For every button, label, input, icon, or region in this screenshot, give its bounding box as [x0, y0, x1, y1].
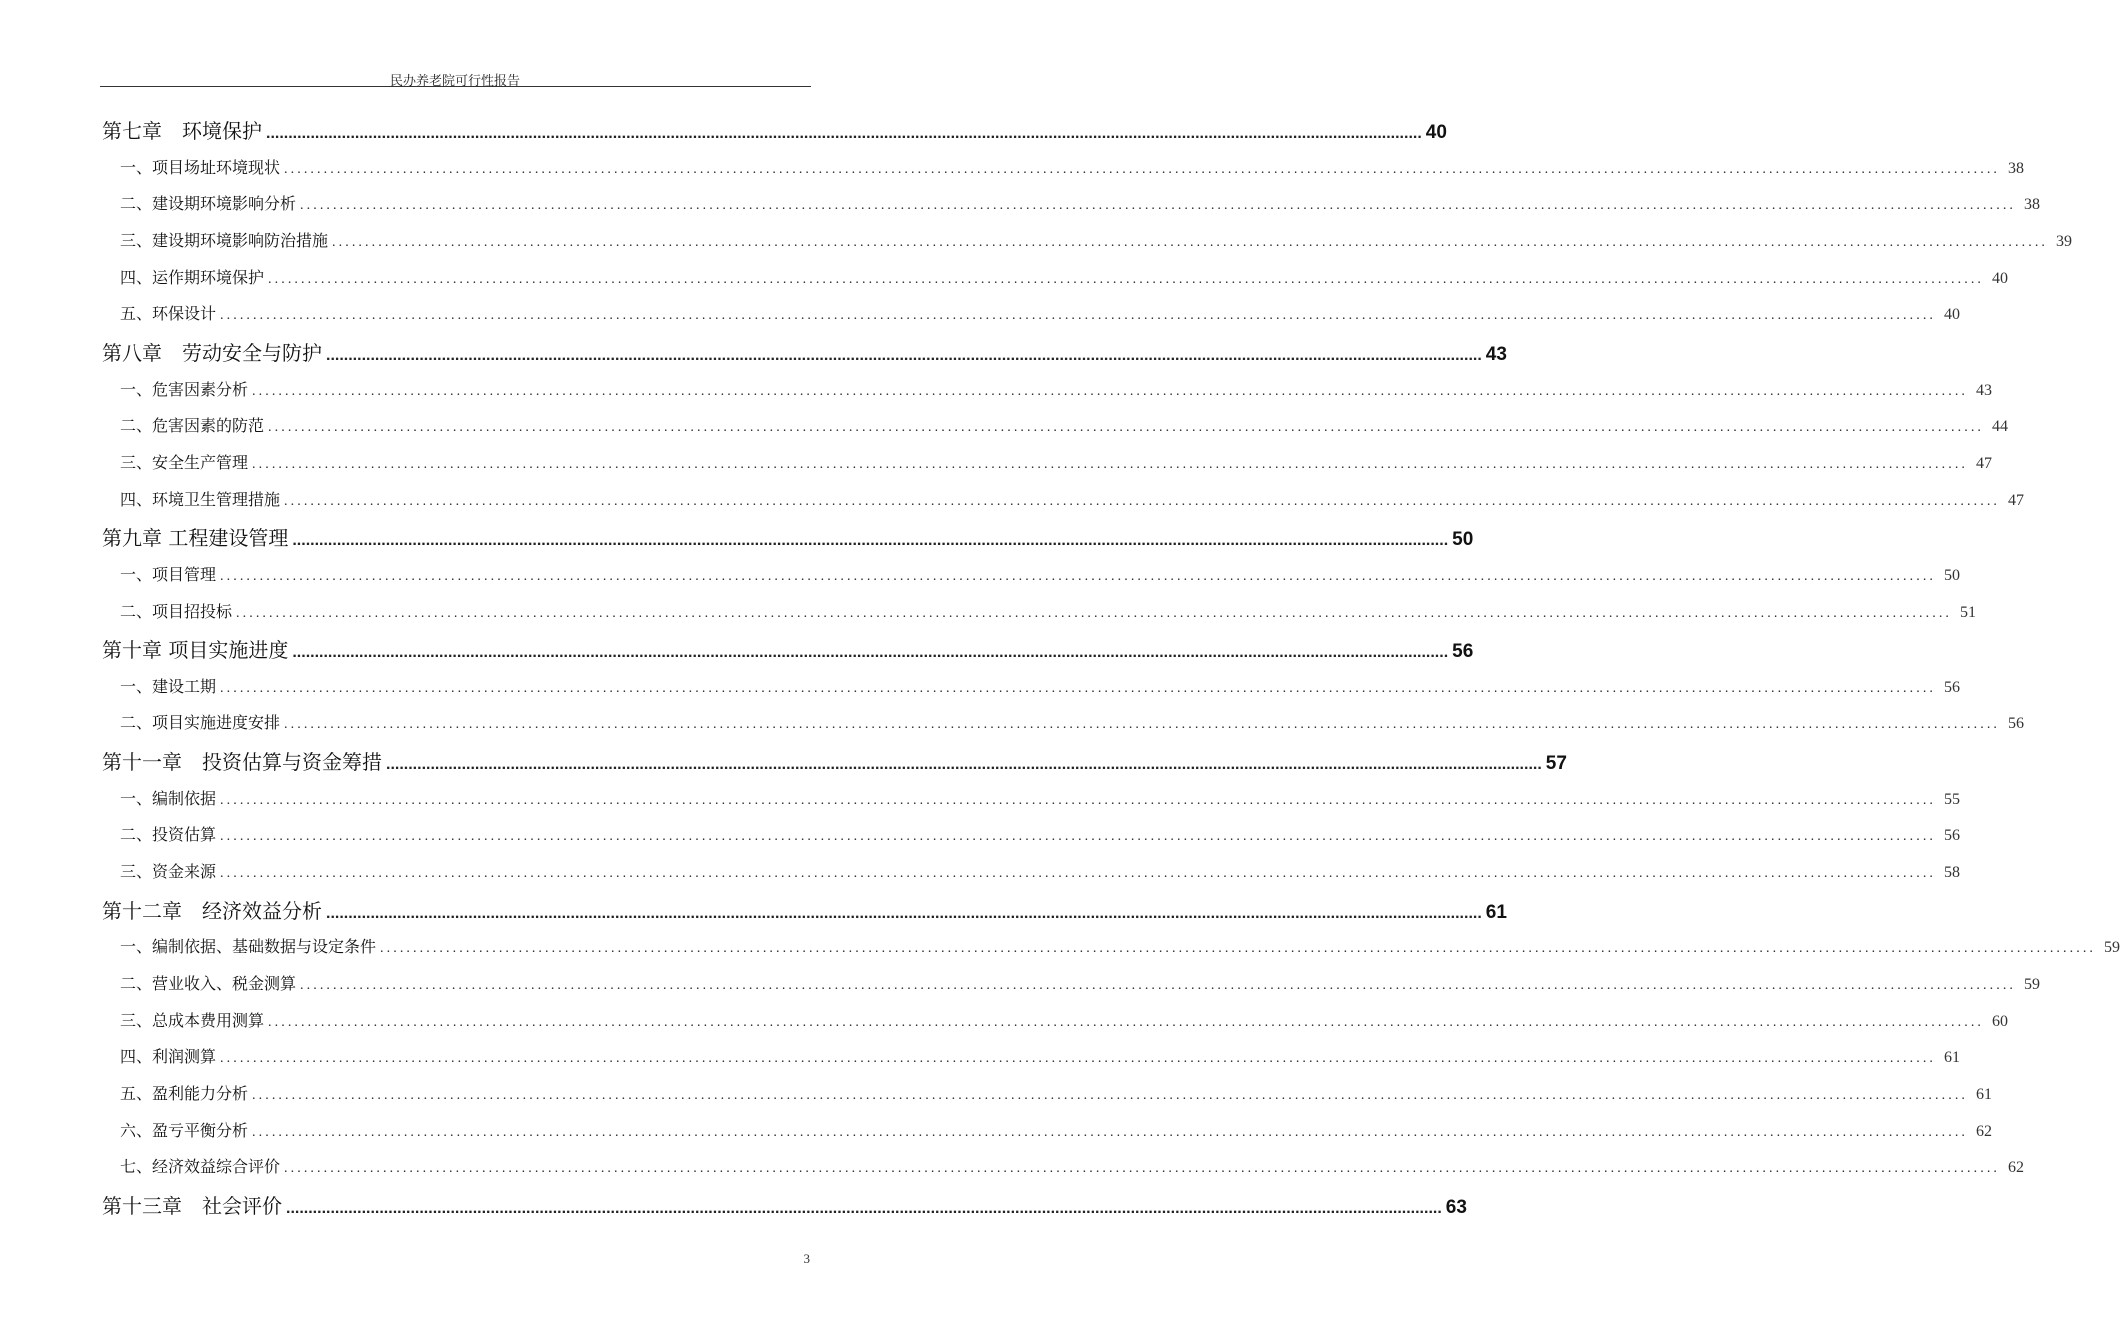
toc-section-entry[interactable]	[102, 297, 1961, 331]
toc-section-entry[interactable]	[102, 187, 2041, 221]
toc-entry-title: 三、总成本费用测算	[120, 1010, 265, 1030]
toc-entry-page-number: 56	[2008, 715, 2025, 733]
toc-entry-page-number: 56	[1944, 678, 1961, 696]
toc-section-entry[interactable]	[102, 1004, 2009, 1038]
toc-section-entry[interactable]	[102, 595, 1977, 629]
toc-entry-page-number: 59	[2104, 939, 2120, 957]
toc-section-entry[interactable]	[102, 409, 2009, 443]
toc-entry-page-number: 61	[1485, 901, 1507, 923]
toc-entry-page-number: 47	[1976, 454, 1993, 472]
toc-entry-title: 二、营业收入、税金测算	[120, 973, 297, 993]
toc-entry-page-number: 40	[1425, 122, 1447, 143]
toc-entry-title: 七、经济效益综合评价	[120, 1157, 281, 1177]
toc-entry-page-number: 47	[2008, 491, 2025, 509]
toc-section-entry[interactable]	[102, 483, 2025, 517]
toc-dot-leader: ....................................................................................................................................................................................................................................................................	[252, 1124, 1969, 1140]
toc-entry-title: 第十三章 社会评价	[102, 1194, 282, 1219]
toc-entry-title: 三、建设期环境影响防治措施	[120, 230, 329, 250]
toc-dot-leader: ....................................................................................................................................................................................................................................................................	[292, 532, 1449, 550]
toc-section-entry[interactable]	[102, 224, 2073, 258]
toc-dot-leader: ....................................................................................................................................................................................................................................................................	[300, 198, 2017, 214]
toc-entry-page-number: 61	[1976, 1086, 1993, 1103]
toc-section-entry[interactable]	[102, 782, 1961, 816]
toc-entry-title: 一、项目场址环境现状	[120, 157, 281, 177]
toc-dot-leader: ....................................................................................................................................................................................................................................................................	[266, 125, 1422, 142]
toc-dot-leader: ....................................................................................................................................................................................................................................................................	[268, 271, 1985, 287]
toc-entry-title: 一、编制依据、基础数据与设定条件	[120, 937, 377, 957]
toc-dot-leader: ....................................................................................................................................................................................................................................................................	[284, 161, 2001, 177]
toc-entry-page-number: 55	[1944, 790, 1961, 808]
toc-dot-leader: ....................................................................................................................................................................................................................................................................	[220, 866, 1937, 881]
toc-entry-title: 二、项目招投标	[120, 601, 233, 621]
toc-section-entry[interactable]	[102, 930, 2120, 964]
toc-entry-page-number: 39	[2056, 232, 2073, 250]
toc-entry-title: 五、环保设计	[120, 304, 217, 324]
toc-dot-leader: ....................................................................................................................................................................................................................................................................	[386, 756, 1542, 774]
toc-dot-leader: ....................................................................................................................................................................................................................................................................	[268, 420, 1985, 436]
toc-entry-title: 一、建设工期	[120, 676, 217, 696]
toc-section-entry[interactable]	[102, 1077, 1993, 1111]
toc-dot-leader: ....................................................................................................................................................................................................................................................................	[220, 792, 1937, 808]
toc-section-entry[interactable]	[102, 261, 2009, 295]
header-rule	[100, 86, 811, 87]
toc-dot-leader: ....................................................................................................................................................................................................................................................................	[326, 347, 1482, 364]
toc-entry-page-number: 56	[1452, 641, 1474, 663]
toc-dot-leader: ....................................................................................................................................................................................................................................................................	[284, 493, 2001, 509]
toc-dot-leader: ....................................................................................................................................................................................................................................................................	[380, 941, 2097, 957]
toc-entry-page-number: 59	[2024, 975, 2041, 993]
toc-chapter-entry[interactable]	[102, 112, 1447, 150]
toc-entry-title: 第八章 劳动安全与防护	[102, 341, 322, 365]
toc-entry-title: 第十二章 经济效益分析	[102, 898, 322, 923]
toc-entry-title: 一、编制依据	[120, 788, 217, 808]
toc-section-entry[interactable]	[102, 446, 1993, 480]
toc-entry-page-number: 56	[1944, 827, 1961, 845]
toc-entry-title: 第十章 项目实施进度	[102, 638, 289, 663]
toc-entry-page-number: 50	[1944, 566, 1961, 584]
toc-entry-title: 第七章 环境保护	[102, 119, 262, 143]
toc-entry-page-number: 43	[1976, 381, 1993, 399]
toc-entry-title: 四、利润测算	[120, 1047, 217, 1067]
toc-section-entry[interactable]	[102, 670, 1961, 704]
toc-entry-page-number: 43	[1485, 344, 1507, 365]
toc-dot-leader: ....................................................................................................................................................................................................................................................................	[300, 977, 2017, 993]
toc-section-entry[interactable]	[102, 373, 1993, 407]
toc-chapter-entry[interactable]	[102, 743, 1567, 781]
toc-entry-page-number: 51	[1960, 603, 1977, 621]
toc-entry-title: 四、运作期环境保护	[120, 267, 265, 287]
toc-chapter-entry[interactable]	[102, 334, 1507, 372]
toc-dot-leader: ....................................................................................................................................................................................................................................................................	[292, 644, 1449, 662]
toc-section-entry[interactable]	[102, 855, 1961, 889]
toc-entry-page-number: 50	[1452, 529, 1474, 551]
toc-entry-title: 一、项目管理	[120, 564, 217, 584]
toc-entry-page-number: 63	[1445, 1197, 1467, 1219]
toc-entry-title: 第十一章 投资估算与资金筹措	[102, 750, 382, 775]
toc-entry-title: 五、盈利能力分析	[120, 1084, 249, 1103]
toc-dot-leader: ....................................................................................................................................................................................................................................................................	[286, 1200, 1442, 1218]
toc-dot-leader: ....................................................................................................................................................................................................................................................................	[284, 1161, 2001, 1177]
running-header-title: 民办养老院可行性报告	[389, 74, 520, 89]
toc-section-entry[interactable]	[102, 151, 2025, 185]
toc-dot-leader: ....................................................................................................................................................................................................................................................................	[268, 1014, 1985, 1030]
toc-entry-title: 二、危害因素的防范	[120, 416, 265, 436]
toc-entry-page-number: 62	[1976, 1122, 1993, 1140]
toc-dot-leader: ....................................................................................................................................................................................................................................................................	[220, 568, 1937, 584]
page-number: 3	[803, 1251, 810, 1266]
toc-entry-page-number: 40	[1992, 269, 2009, 287]
toc-dot-leader: ....................................................................................................................................................................................................................................................................	[220, 1051, 1937, 1067]
toc-entry-title: 一、危害因素分析	[120, 379, 249, 399]
toc-section-entry[interactable]	[102, 818, 1961, 852]
toc-chapter-entry[interactable]	[102, 1187, 1467, 1225]
toc-entry-title: 二、建设期环境影响分析	[120, 194, 297, 214]
toc-entry-title: 二、项目实施进度安排	[120, 713, 281, 733]
toc-entry-title: 四、环境卫生管理措施	[120, 489, 281, 509]
toc-entry-page-number: 40	[1944, 306, 1961, 324]
toc-entry-title: 三、安全生产管理	[120, 452, 249, 472]
toc-entry-title: 六、盈亏平衡分析	[120, 1120, 249, 1140]
toc-entry-page-number: 62	[2008, 1159, 2025, 1177]
toc-dot-leader: ....................................................................................................................................................................................................................................................................	[252, 383, 1969, 399]
toc-dot-leader: ....................................................................................................................................................................................................................................................................	[236, 605, 1953, 621]
toc-dot-leader: ....................................................................................................................................................................................................................................................................	[284, 717, 2001, 733]
toc-section-entry[interactable]	[102, 1150, 2025, 1184]
toc-dot-leader: ....................................................................................................................................................................................................................................................................	[252, 456, 1969, 472]
toc-entry-page-number: 44	[1992, 418, 2009, 436]
toc-dot-leader: ....................................................................................................................................................................................................................................................................	[326, 904, 1482, 922]
toc-entry-page-number: 38	[2008, 159, 2025, 177]
toc-dot-leader: ....................................................................................................................................................................................................................................................................	[220, 829, 1937, 845]
toc-entry-title: 第九章 工程建设管理	[102, 526, 289, 551]
toc-dot-leader: ....................................................................................................................................................................................................................................................................	[252, 1088, 1969, 1103]
toc-section-entry[interactable]	[102, 967, 2041, 1001]
toc-dot-leader: ....................................................................................................................................................................................................................................................................	[332, 234, 2049, 250]
toc-chapter-entry[interactable]	[102, 892, 1507, 930]
toc-entry-page-number: 38	[2024, 196, 2041, 214]
toc-section-entry[interactable]	[102, 1040, 1961, 1074]
toc-entry-page-number: 61	[1944, 1049, 1961, 1067]
toc-dot-leader: ....................................................................................................................................................................................................................................................................	[220, 680, 1937, 696]
toc-section-entry[interactable]	[102, 706, 2025, 740]
toc-section-entry[interactable]	[102, 1114, 1993, 1148]
toc-chapter-entry[interactable]	[102, 631, 1474, 669]
toc-entry-page-number: 58	[1944, 864, 1961, 881]
toc-entry-title: 二、投资估算	[120, 825, 217, 845]
toc-entry-page-number: 57	[1545, 753, 1567, 775]
toc-entry-page-number: 60	[1992, 1012, 2009, 1030]
toc-entry-title: 三、资金来源	[120, 862, 217, 881]
toc-chapter-entry[interactable]	[102, 519, 1474, 557]
toc-dot-leader: ....................................................................................................................................................................................................................................................................	[220, 308, 1937, 324]
toc-section-entry[interactable]	[102, 558, 1961, 592]
